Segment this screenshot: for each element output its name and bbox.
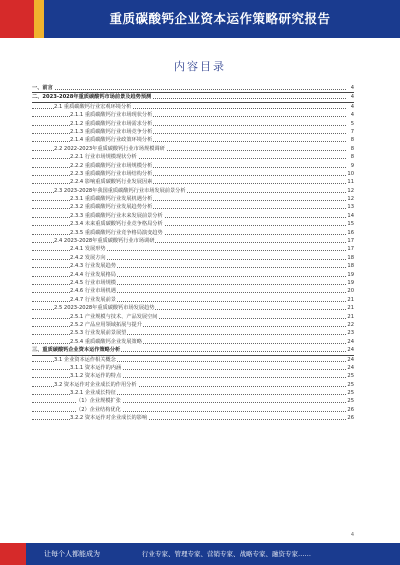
toc-entry[interactable] — [32, 313, 354, 321]
toc-entry-page: 4 — [350, 103, 354, 110]
toc-entry-label: 2.1.4 重质碳酸钙行业政策环境分析 — [70, 137, 153, 144]
toc-entry-label: 2.1.2 重质碳酸钙行业市场需求分析 — [70, 120, 153, 127]
toc-entry-page: 19 — [347, 279, 354, 286]
toc-entry-label: 2.5.1 产业规模与技术、产品发展空间 — [70, 313, 158, 320]
toc-entry-label: 3.2.2 资本运作对企业成长的影响 — [70, 415, 148, 422]
toc-entry-label: 2.4 2023-2028年重质碳酸钙行业市场调研 — [54, 238, 155, 245]
toc-entry-label: 2.2 2022-2023年重质碳酸钙行业市场规模调研 — [54, 145, 165, 152]
toc-entry-label: 2.3.1 重质碳酸钙行业发展机遇分析 — [70, 196, 153, 203]
toc-entry-label: 2.4.1 发展形势 — [70, 246, 106, 253]
footer-slogan: 让每个人都能成为 — [44, 550, 100, 558]
toc-entry[interactable] — [32, 162, 354, 170]
toc-title: 内容目录 — [174, 60, 226, 73]
toc-entry-label: 3.1 企业资本运作相关概念 — [54, 356, 116, 363]
toc-entry-label: 2.3 2023-2028年我国重质碳酸钙行业市场发展前景分析 — [54, 187, 186, 194]
toc-entry-page: 26 — [347, 415, 354, 422]
toc-entry-label: 2.3.5 重质碳酸钙行业竞争格局演变趋势 — [70, 229, 163, 236]
toc-entry[interactable] — [32, 414, 354, 422]
toc-entry-page: 14 — [347, 212, 354, 219]
toc-entry-page: 21 — [347, 313, 354, 320]
toc-entry[interactable] — [32, 229, 354, 237]
toc-entry-label: 2.1.3 重质碳酸钙行业市场竞争分析 — [70, 128, 153, 135]
toc-entry-page: 11 — [347, 179, 354, 186]
toc-entry-page: 24 — [347, 356, 354, 363]
toc-entry-page: 17 — [347, 246, 354, 253]
toc-entry-page: 16 — [347, 229, 354, 236]
toc-entry[interactable] — [32, 103, 354, 111]
toc-entry[interactable] — [32, 356, 354, 364]
toc-leader-dots — [32, 89, 346, 90]
toc-entry-page: 10 — [347, 170, 354, 177]
footer-expert-list: 行业专家、管理专家、营销专家、战略专家、融资专家…… — [142, 550, 311, 558]
toc-entry[interactable] — [32, 304, 354, 312]
report-title: 重质碳酸钙企业资本运作策略研究报告 — [109, 11, 331, 26]
toc-entry[interactable] — [32, 254, 354, 262]
toc-entry[interactable] — [32, 364, 354, 372]
toc-entry-label: 一、前言 — [32, 85, 53, 91]
toc-entry-label: 2.4.2 发展方向 — [70, 254, 106, 261]
toc-entry-page: 8 — [350, 154, 354, 161]
toc-entry-page: 25 — [347, 390, 354, 397]
toc-entry[interactable] — [32, 338, 354, 346]
toc-entry-page: 5 — [350, 120, 354, 127]
toc-entry-label: 2.5 2023-2028年重质碳酸钙市场发展趋势 — [54, 305, 155, 312]
toc-entry[interactable] — [32, 195, 354, 203]
toc-entry-page: 20 — [347, 288, 354, 295]
toc-entry-label: 3.2.1 企业成长特征 — [70, 390, 116, 397]
toc-entry-label: 3.1.1 资本运作的内涵 — [70, 364, 122, 371]
toc-entry[interactable] — [32, 178, 354, 186]
toc-entry-label: 2.2.4 影响重质碳酸钙行业发展因素 — [70, 179, 153, 186]
toc-entry[interactable] — [32, 279, 354, 287]
toc-entry[interactable] — [32, 237, 354, 245]
toc-entry-page: 13 — [347, 204, 354, 211]
toc-entry-page: 4 — [350, 94, 354, 101]
toc-entry-page: 8 — [350, 137, 354, 144]
toc-entry-page: 25 — [347, 381, 354, 388]
toc-entry-label: 2.5.3 行业发展前景展望 — [70, 330, 127, 337]
toc-entry-label: 2.2.2 重质碳酸钙行业市场规模分析 — [70, 162, 153, 169]
toc-entry-label: 3.1.2 资本运作的特点 — [70, 373, 122, 380]
toc-entry-label: 2.4.6 行业市场机遇 — [70, 288, 116, 295]
toc-entry[interactable] — [32, 128, 354, 136]
toc-entry[interactable] — [32, 372, 354, 380]
toc-entry-label: 2.4.4 行业发展格局 — [70, 271, 116, 278]
toc-entry[interactable] — [32, 389, 354, 397]
toc-entry-page: 25 — [347, 373, 354, 380]
toc-entry[interactable] — [32, 212, 354, 220]
toc-entry-page: 8 — [350, 145, 354, 152]
toc-entry[interactable] — [32, 271, 354, 279]
toc-entry[interactable] — [32, 136, 354, 144]
toc-entry[interactable] — [32, 111, 354, 119]
toc-entry-label: 2.5.2 产品应用领域拓展与提升 — [70, 321, 142, 328]
toc-entry-page: 22 — [347, 321, 354, 328]
toc-entry-label: 2.2.3 重质碳酸钙行业市场结构分析 — [70, 170, 153, 177]
toc-entry-label: 2.5.4 重质碳酸钙企业发展策略 — [70, 338, 142, 345]
page-number: 4 — [350, 532, 354, 538]
toc-entry-label: 2.4.7 行业发展前景 — [70, 296, 116, 303]
toc-entry[interactable] — [32, 145, 354, 153]
toc-entry-label: 2.1 重质碳酸钙行业宏观环境分析 — [54, 103, 132, 110]
header-yellow-accent — [34, 0, 44, 38]
toc-entry[interactable] — [32, 170, 354, 178]
toc-entry[interactable] — [32, 381, 354, 389]
toc-entry-label: 2.1.1 重质碳酸钙行业市场现状分析 — [70, 112, 153, 119]
toc-entry-page: 24 — [347, 338, 354, 345]
toc-entry[interactable] — [32, 406, 354, 414]
toc-entry-page: 19 — [347, 271, 354, 278]
toc-entry-label: 2.3.2 重质碳酸钙行业发展趋势分析 — [70, 204, 153, 211]
toc-entry[interactable] — [32, 153, 354, 161]
toc-entry-label: 2.3.4 未来重质碳酸钙行业竞争格局分析 — [70, 221, 163, 228]
toc-entry-page: 23 — [347, 330, 354, 337]
toc-entry[interactable] — [32, 245, 354, 253]
toc-entry-label: 2.4.3 行业发展趋势 — [70, 263, 116, 270]
toc-entry-page: 12 — [347, 196, 354, 203]
toc-entry[interactable] — [32, 262, 354, 270]
toc-entry-label: 二、2023-2028年重质碳酸钙市场前景及趋势预测 — [32, 94, 152, 101]
toc-entry[interactable] — [32, 220, 354, 228]
toc-entry-page: 26 — [347, 406, 354, 413]
toc-entry[interactable] — [32, 84, 354, 93]
toc-entry[interactable] — [32, 93, 354, 102]
table-of-contents — [32, 84, 354, 423]
toc-entry[interactable] — [32, 329, 354, 337]
toc-entry-page: 24 — [347, 364, 354, 371]
toc-entry-page: 18 — [347, 263, 354, 270]
toc-entry[interactable] — [32, 397, 354, 405]
toc-entry-page: 4 — [350, 85, 354, 91]
footer-red-accent — [0, 543, 26, 565]
toc-entry[interactable] — [32, 287, 354, 295]
toc-entry-label: 三、重质碳酸钙企业资本运作策略分析 — [32, 347, 121, 354]
toc-entry-label: 2.4.5 行业市场规模 — [70, 279, 116, 286]
toc-entry[interactable] — [32, 321, 354, 329]
toc-entry-page: 25 — [347, 398, 354, 405]
header-red-accent — [0, 0, 34, 38]
toc-entry-page: 15 — [347, 221, 354, 228]
toc-entry-page: 4 — [350, 112, 354, 119]
toc-entry-label: （1）企业规模扩张 — [76, 398, 121, 405]
toc-entry[interactable] — [32, 296, 354, 304]
toc-entry-page: 21 — [347, 305, 354, 312]
toc-entry[interactable] — [32, 187, 354, 195]
toc-entry-label: 2.2.1 行业市场规模现状分析 — [70, 154, 137, 161]
toc-entry-label: 2.3.3 重质碳酸钙行业未来发展前景分析 — [70, 212, 163, 219]
toc-entry[interactable] — [32, 120, 354, 128]
toc-entry[interactable] — [32, 346, 354, 355]
toc-entry[interactable] — [32, 203, 354, 211]
toc-entry-page: 24 — [347, 347, 354, 354]
toc-entry-page: 9 — [350, 162, 354, 169]
toc-entry-page: 12 — [347, 187, 354, 194]
toc-entry-page: 7 — [350, 128, 354, 135]
toc-entry-page: 18 — [347, 254, 354, 261]
toc-entry-page: 17 — [347, 238, 354, 245]
toc-entry-label: 3.2 资本运作对企业成长的作用分析 — [54, 381, 137, 388]
toc-entry-label: （2）企业结构优化 — [76, 406, 121, 413]
toc-entry-page: 21 — [347, 296, 354, 303]
